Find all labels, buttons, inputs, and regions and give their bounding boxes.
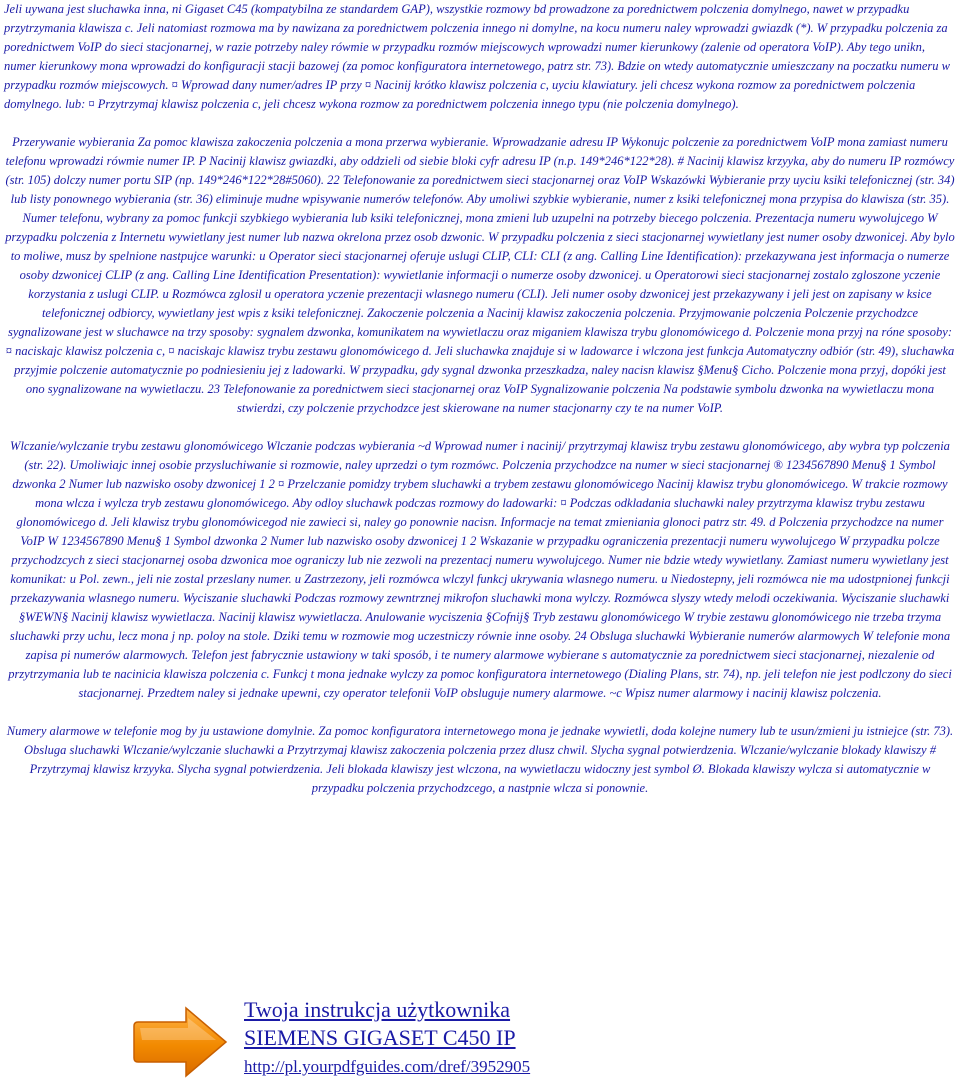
paragraph-emergency-numbers: Numery alarmowe w telefonie mog by ju ustawione domylnie. Za pomoc konfiguratora internetowego mona je jednake wywietli, doda kolejne numery lub te usun/zmieni ju istniejce (str. 73). Obsluga sluchawki Wlczanie/wylczanie sluchawki a Przytrzymaj klawisz zakoczenia polczenia przez dlusz chwil. Slycha sygnal potwierdzenia. Wlczanie/wylczanie blokady klawiszy # Przytrzymaj klawisz krzyyka. Slycha sygnal potwierdzenia. Jeli blokada klawiszy jest wlczona, na wywietlaczu widoczny jest symbol Ø. Blokada klawiszy wylcza si automatycznie w przypadku polczenia przychodzcego, a nastpnie wlcza si ponownie.: [6, 724, 954, 795]
manual-url-link[interactable]: http://pl.yourpdfguides.com/dref/3952905: [244, 1057, 531, 1076]
orange-arrow-icon: [130, 1004, 230, 1080]
manual-title-link[interactable]: Twoja instrukcja użytkownika: [244, 997, 511, 1022]
paragraph-spacer: [0, 114, 960, 133]
manual-footer: [130, 996, 750, 1088]
paragraph-spacer: [0, 703, 960, 722]
paragraph-dialing-and-clip: Przerywanie wybierania Za pomoc klawisza zakoczenia polczenia a mona przerwa wybieranie. Wprowadzanie adresu IP Wykonujc polczenie za porednictwem VoIP mona zamiast numeru telefonu wprowadzi rówmie numer IP. P Nacinij klawisz gwiazdki, aby oddzieli od siebie bloki cyfr adresu IP (n.p. 149*246*122*28). # Nacinij klawisz krzyyka, aby do numeru IP rozmówcy (str. 105) dolczy numer portu SIP (np. 149*246*122*28#5060). 22 Telefonowanie za porednictwem sieci stacjonarnej oraz VoIP Wskazówki Wybieranie przy uyciu ksiki telefonicznej (str. 34) lub listy ponownego wybierania (str. 36) eliminuje mudne wpisywanie numerów telefonów. Aby umoliwi szybkie wybieranie, numer z ksiki telefonicznej mona przypisa do klawisza (str. 35). Numer telefonu, wybrany za pomoc funkcji szybkiego wybierania lub ksiki telefonicznej, mona zmieni lub uzupelni na potrzeby biecego polczenia. Prezentacja numeru wywolujcego W przypadku polczenia z Internetu wywietlany jest numer lub nazwa okrelona przez osob dzwonic. W przypadku polczenia z sieci stacjonarnej wywietlany jest numer osoby dzwonicej. Aby bylo to moliwe, musz by spelnione nastpujce warunki: u Operator sieci stacjonarnej oferuje uslugi CLIP, CLI: CLI (z ang. Calling Line Identification): przekazywana jest informacja o numerze osoby dzwonicej CLIP (z ang. Calling Line Identification Presentation): wywietlanie informacji o numerze osoby dzwonicej. u Operatorowi sieci stacjonarnej zostalo zgloszone yczenie korzystania z uslugi CLIP. u Rozmówca zglosil u operatora yczenie prezentacji wlasnego numeru (CLI). Jeli numer osoby dzwonicej jest przekazywany i jeli jest on zapisany w ksice telefonicznej odbiorcy, wywietlany jest wpis z ksiki telefonicznej. Zakoczenie polczenia a Nacinij klawisz zakoczenia polczenia. Przyjmowanie polczenia Polczenie przychodzce sygnalizowane jest w sluchawce na trzy sposoby: sygnalem dzwonka, komunikatem na wywietlaczu oraz miganiem klawisza trybu glonomówicego d. Polczenie mona przyj na róne sposoby: ¤ naciskajc klawisz polczenia c, ¤ naciskajc klawisz trybu zestawu glonomówicego d. Jeli sluchawka znajduje si w ladowarce i wlczona jest funkcja Automatyczny odbiór (str. 49), sluchawka przyjmie polczenie automatycznie po podniesieniu jej z ladowarki. W przypadku, gdy sygnal dzwonka przeszkadza, naley nacisn klawisz §Menu§ Cicho. Polczenie mona przyj, dopóki jest ono sygnalizowane na wywietlaczu. 23 Telefonowanie za porednictwem sieci stacjonarnej oraz VoIP Sygnalizowanie polczenia Na podstawie symbolu dzwonka na wywietlaczu mona stwierdzi, czy polczenie przychodzce jest skierowane na numer stacjonarny czy te na numer VoIP.: [5, 135, 955, 415]
paragraph-call-setup: Jeli uywana jest sluchawka inna, ni Gigaset C45 (kompatybilna ze standardem GAP), wszystkie rozmowy bd prowadzone za porednictwem polczenia domylnego, nawet w przypadku przytrzymania klawisza c. Jeli natomiast rozmowa ma by nawizana za porednictwem polczenia innego ni domylne, na kocu numeru naley wprowadzi gwiazdk (*). W przypadku polczenia za porednictwem VoIP do sieci stacjonarnej, w razie potrzeby naley rówmie w przypadku rozmów miejscowych wprowadzi numer kierunkowy (zalenie od operatora VoIP). Aby tego unikn, numer kierunkowy mona wprowadzi do konfiguracji stacji bazowej (za pomoc konfiguratora internetowego, patrz str. 73). Bdzie on wtedy automatycznie umieszczany na poczatku numeru w przypadku rozmów miejscowych. ¤ Wprowad dany numer/adres IP przy ¤ Nacinij krótko klawisz polczenia c, uyciu klawiatury. jeli chcesz wykona rozmow za porednictwem polczenia domylnego. lub: ¤ Przytrzymaj klawisz polczenia c, jeli chcesz wykona rozmow za porednictwem polczenia innego typu (nie polczenia domylnego).: [4, 2, 950, 111]
paragraph-handsfree-and-emergency: Wlczanie/wylczanie trybu zestawu glonomówicego Wlczanie podczas wybierania ~d Wprowad numer i nacinij/ przytrzymaj klawisz trybu zestawu glonomówicego, aby wybra typ polczenia (str. 22). Umoliwiajc innej osobie przysluchiwanie si rozmowie, naley uprzedzi o tym rozmówc. Polczenia przychodzce na numer w sieci stacjonarnej ® 1234567890 Menu§ 1 Symbol dzwonka 2 Numer lub nazwisko osoby dzwonicej 1 2 ¤ Przelczanie pomidzy trybem sluchawki a trybem zestawu glonomówicego Nacinij klawisz trybu glonomówicego. W trakcie rozmowy mona wlcza i wylcza tryb zestawu glonomówicego. Aby odloy sluchawk podczas rozmowy do ladowarki: ¤ Podczas odkladania sluchawki naley przytrzyma klawisz trybu zestawu glonomówicego d. Jeli klawisz trybu glonomówicegod nie zawieci si, naley go ponownie nacisn. Informacje na temat zmieniania glonoci patrz str. 49. d Polczenia przychodzce na numer VoIP W 1234567890 Menu§ 1 Symbol dzwonka 2 Numer lub nazwisko osoby dzwonicej 1 2 Wskazanie w przypadku ograniczenia prezentacji numeru wywolujcego W przypadku polcze przychodzcych z sieci stacjonarnej osoba dzwonica moe ograniczy lub nie zezwoli na prezentacj numeru wywolujcego. Numer nie bdzie wtedy wywietlany. Zamiast numeru wywietlany jest komunikat: u Pol. zewn., jeli nie zostal przeslany numer. u Zastrzezony, jeli rozmówca wlczyl funkcj ukrywania wlasnego numeru. u Niedostepny, jeli rozmówca nie ma udostpnionej funkcji przekazywania wlasnego numeru. Wyciszanie sluchawki Podczas rozmowy zewntrznej mikrofon sluchawki mona wylczy. Rozmówca slyszy wtedy melodi oczekiwania. Wyciszanie sluchawki §WEWN§ Nacinij klawisz wywietlacza. Nacinij klawisz wywietlacza. Anulowanie wyciszenia §Cofnij§ Tryb zestawu glonomówicego W trybie zestawu glonomówicego nie trzeba trzyma sluchawki przy uchu, lecz mona j np. poloy na stole. Dziki temu w rozmowie mog uczestniczy równie inne osoby. 24 Obsluga sluchawki Wybieranie numerów alarmowych W telefonie mona zapisa pi numerów alarmowych. Telefon jest fabrycznie ustawiony w taki sposób, i te numery alarmowe wybierane s automatycznie za porednictwem sieci stacjonarnej, niezalenie od przytrzymania lub te nacinicia klawisza polczenia c. Funkcj t mona jednake wylczy za pomoc konfiguratora internetowego (Dialing Plans, str. 74), np. jeli telefon nie jest podlczony do sieci stacjonarnej. Przedtem naley si jednake upewni, czy operator telefonii VoIP obsluguje numery alarmowe. ~c Wpisz numer alarmowy i nacinij klawisz polczenia.: [8, 439, 952, 700]
footer-text: [244, 996, 530, 1080]
paragraph-spacer: [0, 418, 960, 437]
manual-model-link[interactable]: SIEMENS GIGASET C450 IP: [244, 1025, 516, 1050]
